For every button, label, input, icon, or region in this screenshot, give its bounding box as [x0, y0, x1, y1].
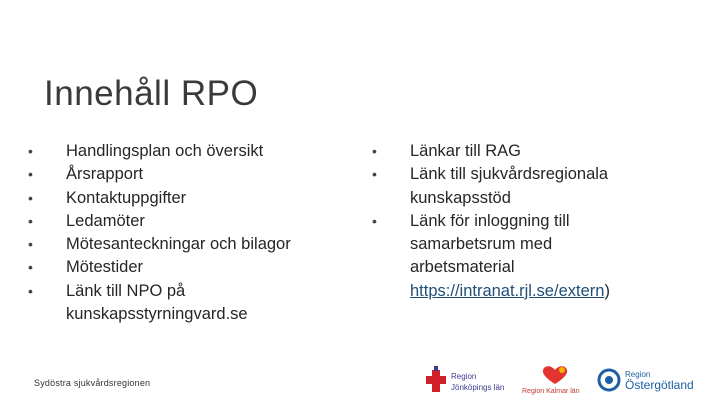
list-item: • Länk för inloggning till samarbetsrum med arbetsmaterial https://intranat.rjl.se/extern) [372, 211, 610, 300]
kalmar-heart-icon [540, 364, 570, 386]
ostergotland-emblem-icon [597, 368, 621, 392]
bullet-icon: • [28, 189, 33, 206]
bullet-icon: • [372, 143, 377, 159]
list-item: • Länkar till RAG [410, 140, 650, 163]
right-bullet-list [372, 140, 650, 303]
bullet-icon: • [28, 166, 33, 183]
list-item: • Handlingsplan och översikt [66, 140, 346, 163]
bullet-icon: • [372, 212, 377, 229]
bullet-icon: • [28, 259, 33, 276]
region-kalmar-logo: Region Kalmar län [522, 362, 592, 396]
bullet-icon: • [28, 143, 33, 159]
left-bullet-list [28, 140, 346, 326]
region-jonkoping-logo: Region Jönköpings län [425, 362, 515, 396]
bullet-icon: • [28, 212, 33, 229]
footer-text: Sydöstra sjukvårdsregionen [34, 378, 151, 388]
list-item: • Årsrapport [66, 163, 346, 186]
intranet-link[interactable]: https://intranat.rjl.se/extern [410, 281, 605, 300]
region-ostergotland-logo: Region Östergötland [597, 362, 717, 396]
list-item: • Kontaktuppgifter [66, 187, 346, 210]
jonkoping-cross-icon [425, 366, 447, 396]
list-item: • Länk till sjukvårdsregionala kunskapsstöd [372, 165, 609, 207]
slide-title: Innehåll RPO [44, 74, 259, 113]
list-item: • Mötestider [66, 256, 346, 279]
list-item: • Länk till NPO på kunskapsstyrningvard.se [28, 281, 248, 324]
list-item: • Ledamöter [66, 210, 346, 233]
bullet-icon: • [28, 236, 33, 253]
bullet-icon: • [372, 166, 377, 183]
list-item: • Mötesanteckningar och bilagor [66, 233, 346, 256]
bullet-icon: • [28, 282, 33, 299]
